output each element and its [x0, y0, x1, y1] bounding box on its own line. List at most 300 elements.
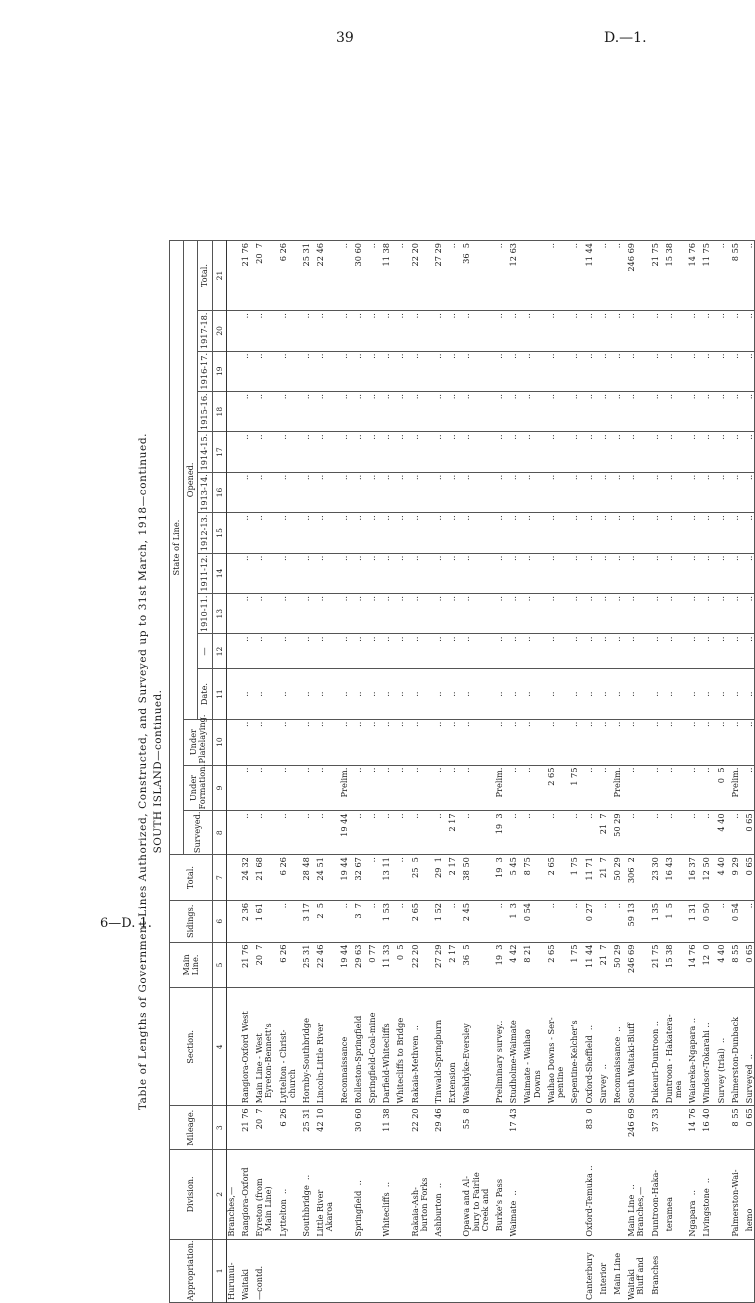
total-cell — [325, 855, 334, 901]
opened-total-cell: 36 5 — [457, 241, 471, 311]
formation-cell: .. — [683, 765, 697, 811]
opened-year-cell: .. — [565, 634, 579, 669]
opened-total-cell: 8 55 — [726, 241, 740, 311]
opened-year-cell: .. — [297, 634, 311, 669]
opened-year-cell — [481, 634, 490, 669]
column-number: 7 — [212, 855, 226, 901]
opened-total-cell: .. — [391, 241, 405, 311]
opened-total-cell: 11 75 — [697, 241, 711, 311]
opened-year-cell: .. — [542, 472, 556, 512]
sidings-cell: .. — [712, 901, 726, 943]
surveyed-cell: 2 17 — [443, 811, 457, 855]
section-cell: Oxford-Sheffield .. — [580, 988, 594, 1106]
opened-year-cell — [325, 391, 334, 431]
appropriation-cell — [264, 1239, 273, 1302]
date-cell: .. — [363, 669, 377, 719]
mileage-cell — [608, 1106, 622, 1150]
header-section: Section. — [170, 988, 213, 1106]
main-line-cell: 11 33 — [377, 942, 391, 988]
mileage-cell: 83 0 — [580, 1106, 594, 1150]
surveyed-cell — [556, 811, 565, 855]
total-cell — [420, 855, 429, 901]
opened-year-cell — [636, 634, 645, 669]
column-number: 12 — [212, 634, 226, 669]
opened-year-cell: .. — [429, 311, 443, 351]
date-cell: .. — [740, 669, 755, 719]
main-line-cell: 19 44 — [335, 942, 349, 988]
mileage-cell: 29 46 — [429, 1106, 443, 1150]
section-cell: Survey .. — [594, 988, 608, 1106]
opened-year-cell — [264, 513, 273, 553]
opened-year-cell: .. — [646, 594, 660, 634]
sidings-cell — [420, 901, 429, 943]
opened-year-cell — [556, 513, 565, 553]
table-row — [429, 241, 443, 1303]
opened-year-cell: .. — [660, 553, 674, 593]
mileage-cell — [636, 1106, 645, 1150]
mileage-cell — [481, 1106, 490, 1150]
opened-year-cell: .. — [740, 553, 755, 593]
opened-year-cell: .. — [297, 553, 311, 593]
opened-year-cell: .. — [274, 553, 288, 593]
formation-cell: .. — [391, 765, 405, 811]
appropriation-cell: Interior — [594, 1239, 608, 1302]
platelaying-cell: .. — [740, 719, 755, 765]
opened-year-cell — [481, 513, 490, 553]
opened-total-cell: .. — [740, 241, 755, 311]
opened-year-cell — [533, 391, 542, 431]
header-dash: — — [198, 634, 212, 669]
opened-year-cell — [556, 472, 565, 512]
opened-year-cell — [533, 553, 542, 593]
opened-year-cell — [481, 351, 490, 391]
table-row — [608, 241, 622, 1303]
sidings-cell: .. — [443, 901, 457, 943]
opened-year-cell: .. — [429, 553, 443, 593]
opened-year-cell — [533, 513, 542, 553]
appropriation-cell — [325, 1239, 334, 1302]
opened-total-cell — [481, 241, 490, 311]
sidings-cell: 2 45 — [457, 901, 471, 943]
opened-year-cell: .. — [697, 553, 711, 593]
opened-year-cell — [533, 472, 542, 512]
opened-year-cell — [481, 432, 490, 472]
appropriation-cell — [429, 1239, 443, 1302]
opened-year-cell — [674, 391, 683, 431]
total-cell: 32 67 — [349, 855, 363, 901]
sidings-cell: 1 5 — [660, 901, 674, 943]
opened-year-cell — [420, 634, 429, 669]
main-line-cell — [264, 942, 273, 988]
opened-year-cell: .. — [457, 513, 471, 553]
opened-year-cell: .. — [349, 513, 363, 553]
column-number: 1 — [212, 1239, 226, 1302]
mileage-cell — [420, 1106, 429, 1150]
main-line-cell: 36 5 — [457, 942, 471, 988]
opened-year-cell: .. — [443, 311, 457, 351]
surveyed-cell: .. — [726, 811, 740, 855]
opened-total-cell: 25 31 — [297, 241, 311, 311]
opened-year-cell — [264, 472, 273, 512]
opened-year-cell: .. — [622, 432, 636, 472]
section-cell: Duntroon - Hakatera- — [660, 988, 674, 1106]
sidings-cell — [325, 901, 334, 943]
opened-year-cell: .. — [363, 594, 377, 634]
division-cell: Branches,— — [226, 1150, 236, 1240]
platelaying-cell — [556, 719, 565, 765]
opened-year-cell: .. — [594, 553, 608, 593]
division-cell: Palmerston-Wai- — [726, 1150, 740, 1240]
formation-cell: .. — [580, 765, 594, 811]
opened-year-cell: .. — [297, 432, 311, 472]
opened-year-cell: .. — [726, 553, 740, 593]
opened-year-cell — [264, 553, 273, 593]
appropriation-cell — [542, 1239, 556, 1302]
sidings-cell — [226, 901, 236, 943]
platelaying-cell: .. — [565, 719, 579, 765]
header-mileage: Mileage. — [170, 1106, 213, 1150]
header-1911-12: 1911-12. — [198, 553, 212, 593]
mileage-cell: 17 43 — [504, 1106, 518, 1150]
section-cell: mea — [674, 988, 683, 1106]
surveyed-cell: .. — [646, 811, 660, 855]
date-cell: .. — [683, 669, 697, 719]
opened-year-cell: .. — [622, 634, 636, 669]
sidings-cell: 3 17 — [297, 901, 311, 943]
opened-year-cell — [556, 391, 565, 431]
platelaying-cell: .. — [646, 719, 660, 765]
opened-year-cell — [288, 634, 297, 669]
main-line-cell: 8 21 — [518, 942, 532, 988]
total-cell: 23 30 — [646, 855, 660, 901]
sidings-cell: 2 65 — [406, 901, 420, 943]
opened-year-cell — [472, 513, 481, 553]
opened-year-cell: .. — [311, 553, 325, 593]
opened-year-cell — [325, 432, 334, 472]
table-row — [726, 241, 740, 1303]
main-line-cell — [556, 942, 565, 988]
column-number: 9 — [212, 765, 226, 811]
surveyed-cell: .. — [391, 811, 405, 855]
main-line-cell: 27 29 — [429, 942, 443, 988]
opened-year-cell — [288, 513, 297, 553]
platelaying-cell: .. — [377, 719, 391, 765]
opened-year-cell: .. — [608, 553, 622, 593]
opened-year-cell: .. — [712, 594, 726, 634]
opened-year-cell: .. — [490, 513, 504, 553]
platelaying-cell — [288, 719, 297, 765]
main-line-cell: 11 44 — [580, 942, 594, 988]
header-1914-15: 1914-15. — [198, 432, 212, 472]
division-cell: Opawa and Al- — [457, 1150, 471, 1240]
opened-year-cell: .. — [697, 351, 711, 391]
opened-year-cell: .. — [594, 634, 608, 669]
total-cell: 28 48 — [297, 855, 311, 901]
opened-year-cell: .. — [580, 472, 594, 512]
opened-year-cell: .. — [274, 513, 288, 553]
date-cell: .. — [391, 669, 405, 719]
table-row — [288, 241, 297, 1303]
division-cell: burton Forks — [420, 1150, 429, 1240]
platelaying-cell: .. — [518, 719, 532, 765]
opened-year-cell — [556, 351, 565, 391]
surveyed-cell: .. — [683, 811, 697, 855]
table-row — [674, 241, 683, 1303]
platelaying-cell: .. — [622, 719, 636, 765]
opened-year-cell — [226, 311, 236, 351]
opened-year-cell: .. — [622, 513, 636, 553]
opened-year-cell: .. — [594, 351, 608, 391]
section-cell: Main Line - West — [250, 988, 264, 1106]
main-line-cell: 15 38 — [660, 942, 674, 988]
division-cell — [533, 1150, 542, 1240]
opened-year-cell: .. — [740, 311, 755, 351]
opened-year-cell: .. — [518, 594, 532, 634]
opened-year-cell — [226, 351, 236, 391]
opened-year-cell: .. — [726, 351, 740, 391]
opened-total-cell: 22 46 — [311, 241, 325, 311]
opened-year-cell: .. — [363, 432, 377, 472]
section-cell: Washdyke-Eversley — [457, 988, 471, 1106]
sidings-cell: .. — [490, 901, 504, 943]
table-row — [636, 241, 645, 1303]
opened-year-cell: .. — [311, 351, 325, 391]
mileage-cell — [264, 1106, 273, 1150]
sidings-cell: .. — [594, 901, 608, 943]
sidings-cell — [481, 901, 490, 943]
appropriation-cell — [697, 1239, 711, 1302]
opened-year-cell: .. — [274, 311, 288, 351]
sidings-cell: .. — [335, 901, 349, 943]
table-row — [472, 241, 481, 1303]
opened-year-cell — [472, 553, 481, 593]
opened-year-cell: .. — [236, 351, 250, 391]
section-cell: Rangiora-Oxford West — [236, 988, 250, 1106]
surveyed-cell: .. — [429, 811, 443, 855]
mileage-cell — [363, 1106, 377, 1150]
formation-cell — [481, 765, 490, 811]
mileage-cell: 16 40 — [697, 1106, 711, 1150]
surveyed-cell — [226, 811, 236, 855]
main-line-cell: 2 17 — [443, 942, 457, 988]
opened-year-cell: .. — [740, 472, 755, 512]
total-cell: 2 65 — [542, 855, 556, 901]
opened-year-cell — [533, 432, 542, 472]
opened-year-cell: .. — [542, 391, 556, 431]
table-row — [490, 241, 504, 1303]
sidings-cell — [533, 901, 542, 943]
total-cell — [288, 855, 297, 901]
opened-year-cell: .. — [236, 311, 250, 351]
total-cell: 6 26 — [274, 855, 288, 901]
opened-year-cell: .. — [335, 432, 349, 472]
appropriation-cell — [556, 1239, 565, 1302]
platelaying-cell: .. — [542, 719, 556, 765]
surveyed-cell: .. — [274, 811, 288, 855]
date-cell: .. — [622, 669, 636, 719]
opened-year-cell — [636, 311, 645, 351]
opened-year-cell — [636, 472, 645, 512]
mileage-cell — [712, 1106, 726, 1150]
division-cell: Ashburton .. — [429, 1150, 443, 1240]
opened-year-cell — [636, 513, 645, 553]
appropriation-cell: Main Line — [608, 1239, 622, 1302]
opened-year-cell: .. — [363, 553, 377, 593]
opened-year-cell: .. — [443, 432, 457, 472]
opened-year-cell: .. — [646, 472, 660, 512]
header-1915-16: 1915-16. — [198, 391, 212, 431]
section-cell: Surveyed .. — [740, 988, 755, 1106]
platelaying-cell: .. — [608, 719, 622, 765]
sidings-cell: 2 5 — [311, 901, 325, 943]
division-cell: Main Line) — [264, 1150, 273, 1240]
table-row — [533, 241, 542, 1303]
surveyed-cell: 21 7 — [594, 811, 608, 855]
opened-year-cell: .. — [660, 432, 674, 472]
opened-year-cell: .. — [683, 553, 697, 593]
opened-total-cell: 6 26 — [274, 241, 288, 311]
section-cell — [325, 988, 334, 1106]
opened-year-cell — [533, 351, 542, 391]
division-cell — [288, 1150, 297, 1240]
total-cell — [226, 855, 236, 901]
opened-year-cell — [636, 432, 645, 472]
date-cell: .. — [349, 669, 363, 719]
surveyed-cell: 19 44 — [335, 811, 349, 855]
opened-year-cell: .. — [443, 634, 457, 669]
opened-year-cell — [472, 594, 481, 634]
main-line-cell: 0 65 — [740, 942, 755, 988]
opened-year-cell: .. — [608, 432, 622, 472]
platelaying-cell: .. — [712, 719, 726, 765]
opened-year-cell — [420, 391, 429, 431]
total-cell — [636, 855, 645, 901]
opened-year-cell: .. — [349, 553, 363, 593]
date-cell: .. — [335, 669, 349, 719]
section-cell: Pukeuri-Duntroon .. — [646, 988, 660, 1106]
total-cell: 19 44 — [335, 855, 349, 901]
opened-total-cell: 12 63 — [504, 241, 518, 311]
header-under-formation: Under Formation. — [184, 765, 212, 811]
opened-total-cell: 21 75 — [646, 241, 660, 311]
total-cell: 9 29 — [726, 855, 740, 901]
opened-year-cell: .. — [726, 634, 740, 669]
formation-cell: Prelim. — [726, 765, 740, 811]
header-date: Date. — [198, 669, 212, 719]
opened-year-cell — [472, 432, 481, 472]
opened-year-cell: .. — [335, 311, 349, 351]
date-cell — [556, 669, 565, 719]
opened-year-cell — [556, 553, 565, 593]
opened-year-cell — [481, 311, 490, 351]
opened-year-cell: .. — [518, 351, 532, 391]
formation-cell: .. — [406, 765, 420, 811]
platelaying-cell: .. — [363, 719, 377, 765]
opened-year-cell: .. — [349, 351, 363, 391]
date-cell — [420, 669, 429, 719]
opened-year-cell: .. — [504, 594, 518, 634]
opened-year-cell — [325, 351, 334, 391]
opened-total-cell — [288, 241, 297, 311]
table-row — [406, 241, 420, 1303]
section-cell — [481, 988, 490, 1106]
surveyed-cell — [325, 811, 334, 855]
table-row — [335, 241, 349, 1303]
sidings-cell — [288, 901, 297, 943]
sidings-cell: .. — [542, 901, 556, 943]
opened-year-cell: .. — [443, 594, 457, 634]
total-cell: 24 32 — [236, 855, 250, 901]
opened-year-cell: .. — [311, 311, 325, 351]
section-cell: Waiareka-Ngapara .. — [683, 988, 697, 1106]
date-cell: .. — [712, 669, 726, 719]
opened-year-cell: .. — [608, 351, 622, 391]
table-row — [420, 241, 429, 1303]
main-line-cell: 12 0 — [697, 942, 711, 988]
total-cell: 21 7 — [594, 855, 608, 901]
opened-year-cell: .. — [429, 472, 443, 512]
opened-year-cell: .. — [565, 391, 579, 431]
opened-year-cell: .. — [490, 553, 504, 593]
opened-total-cell: .. — [542, 241, 556, 311]
opened-year-cell: .. — [726, 311, 740, 351]
platelaying-cell: .. — [726, 719, 740, 765]
opened-year-cell: .. — [660, 472, 674, 512]
opened-year-cell: .. — [565, 472, 579, 512]
opened-year-cell: .. — [363, 351, 377, 391]
mileage-cell: 25 31 — [297, 1106, 311, 1150]
header-main-line: Main Line. — [170, 942, 213, 988]
division-cell — [608, 1150, 622, 1240]
opened-year-cell: .. — [377, 513, 391, 553]
opened-year-cell: .. — [504, 391, 518, 431]
table-row — [377, 241, 391, 1303]
sidings-cell — [264, 901, 273, 943]
total-cell: 0 65 — [740, 855, 755, 901]
date-cell — [533, 669, 542, 719]
table-row — [391, 241, 405, 1303]
appropriation-cell — [311, 1239, 325, 1302]
appropriation-cell — [565, 1239, 579, 1302]
opened-total-cell: .. — [363, 241, 377, 311]
sidings-cell — [674, 901, 683, 943]
platelaying-cell: .. — [236, 719, 250, 765]
formation-cell — [636, 765, 645, 811]
appropriation-cell: —contd. — [250, 1239, 264, 1302]
total-cell: 2 17 — [443, 855, 457, 901]
surveyed-cell: .. — [457, 811, 471, 855]
opened-year-cell: .. — [457, 432, 471, 472]
opened-year-cell: .. — [580, 553, 594, 593]
opened-total-cell: 30 60 — [349, 241, 363, 311]
opened-year-cell: .. — [377, 311, 391, 351]
surveyed-cell: .. — [236, 811, 250, 855]
mileage-cell: 0 65 — [740, 1106, 755, 1150]
total-cell: 19 3 — [490, 855, 504, 901]
opened-year-cell: .. — [274, 432, 288, 472]
surveyed-cell: .. — [565, 811, 579, 855]
date-cell: .. — [377, 669, 391, 719]
opened-year-cell: .. — [457, 351, 471, 391]
platelaying-cell: .. — [660, 719, 674, 765]
opened-year-cell: .. — [377, 553, 391, 593]
section-cell: Studholme-Waimate — [504, 988, 518, 1106]
division-cell — [712, 1150, 726, 1240]
opened-year-cell: .. — [391, 432, 405, 472]
total-cell — [533, 855, 542, 901]
formation-cell: .. — [740, 765, 755, 811]
appropriation-cell: Waitaki — [236, 1239, 250, 1302]
